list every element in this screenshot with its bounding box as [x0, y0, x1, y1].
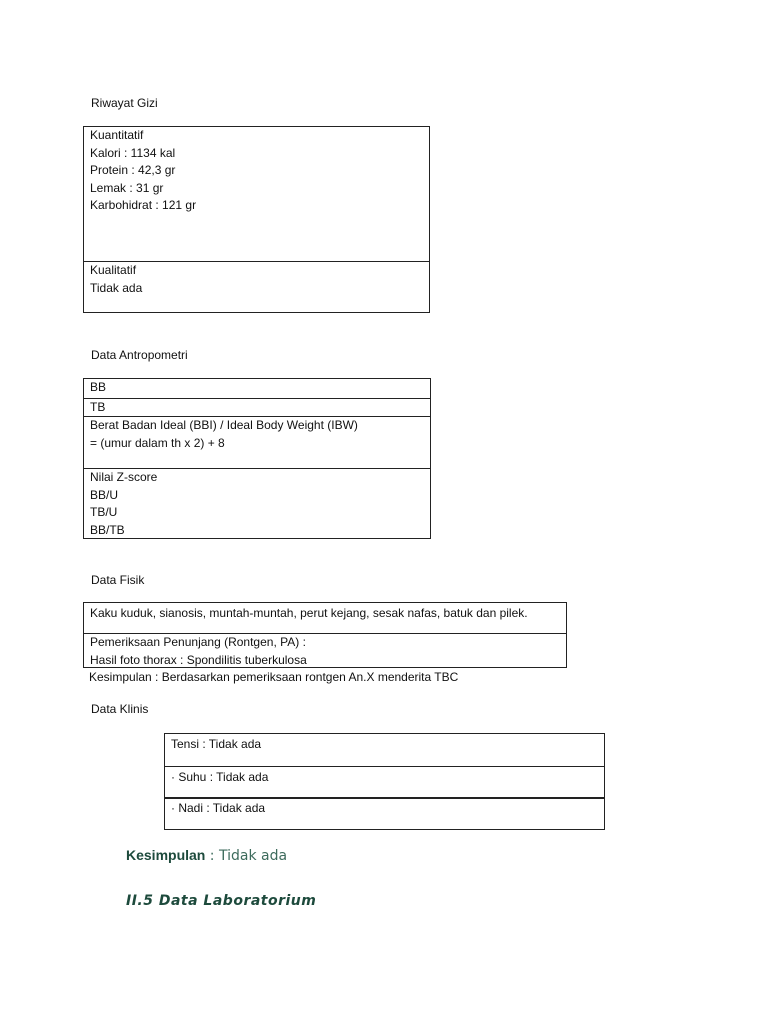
bb-cell	[84, 379, 430, 398]
bb-label: BB	[90, 380, 107, 394]
klinis-title: Data Klinis	[91, 702, 149, 716]
kesimpulan-line	[126, 847, 287, 864]
bbi-label: Berat Badan Ideal (BBI) / Ideal Body Weight (IBW)	[90, 418, 358, 432]
bbi-cell	[84, 416, 430, 468]
antropometri-table	[83, 378, 431, 539]
zscore-tbu: TB/U	[90, 505, 118, 519]
penunjang-hasil: Hasil foto thorax : Spondilitis tuberkulosa	[90, 652, 307, 667]
kualitatif-label: Kualitatif	[90, 263, 137, 277]
gejala-cell	[84, 605, 566, 633]
lemak-value: Lemak : 31 gr	[90, 180, 164, 195]
section-title-laboratorium: II.5 Data Laboratorium	[126, 893, 317, 909]
kualitatif-value: Tidak ada	[90, 280, 143, 295]
kuantitatif-cell	[84, 127, 429, 261]
nadi-value: · Nadi : Tidak ada	[171, 801, 266, 815]
gejala-text: Kaku kuduk, sianosis, muntah-muntah, perut kejang, sesak nafas, batuk dan pilek.	[90, 606, 528, 620]
tb-label: TB	[90, 400, 106, 414]
zscore-label: Nilai Z-score	[90, 470, 158, 484]
klinis-table	[164, 733, 605, 830]
penunjang-label: Pemeriksaan Penunjang (Rontgen, PA) :	[90, 635, 306, 649]
kesimpulan-value: Tidak ada	[218, 848, 288, 864]
suhu-value: · Suhu : Tidak ada	[171, 770, 269, 784]
suhu-cell	[165, 766, 604, 797]
nadi-cell	[165, 797, 604, 829]
kesimpulan-label: Kesimpulan	[126, 847, 206, 863]
zscore-bbu: BB/U	[90, 487, 119, 502]
kuantitatif-label: Kuantitatif	[90, 128, 144, 142]
riwayat-gizi-table	[83, 126, 430, 313]
kesimpulan-separator: :	[205, 848, 219, 864]
tensi-value: Tensi : Tidak ada	[171, 737, 262, 751]
kalori-value: Kalori : 1134 kal	[90, 145, 176, 160]
protein-value: Protein : 42,3 gr	[90, 163, 176, 177]
penunjang-cell	[84, 633, 566, 667]
tb-cell	[84, 398, 430, 416]
fisik-kesimpulan: Kesimpulan : Berdasarkan pemeriksaan rontgen An.X menderita TBC	[89, 670, 459, 684]
kualitatif-cell	[84, 261, 429, 312]
antropometri-title: Data Antropometri	[91, 348, 188, 362]
fisik-title: Data Fisik	[91, 573, 145, 587]
tensi-cell	[165, 736, 604, 766]
fisik-table	[83, 602, 567, 668]
karbohidrat-value: Karbohidrat : 121 gr	[90, 198, 197, 212]
bbi-formula: = (umur dalam th x 2) + 8	[90, 435, 225, 450]
riwayat-gizi-title: Riwayat Gizi	[91, 96, 158, 110]
zscore-cell	[84, 468, 430, 538]
zscore-bbtb: BB/TB	[90, 522, 125, 537]
